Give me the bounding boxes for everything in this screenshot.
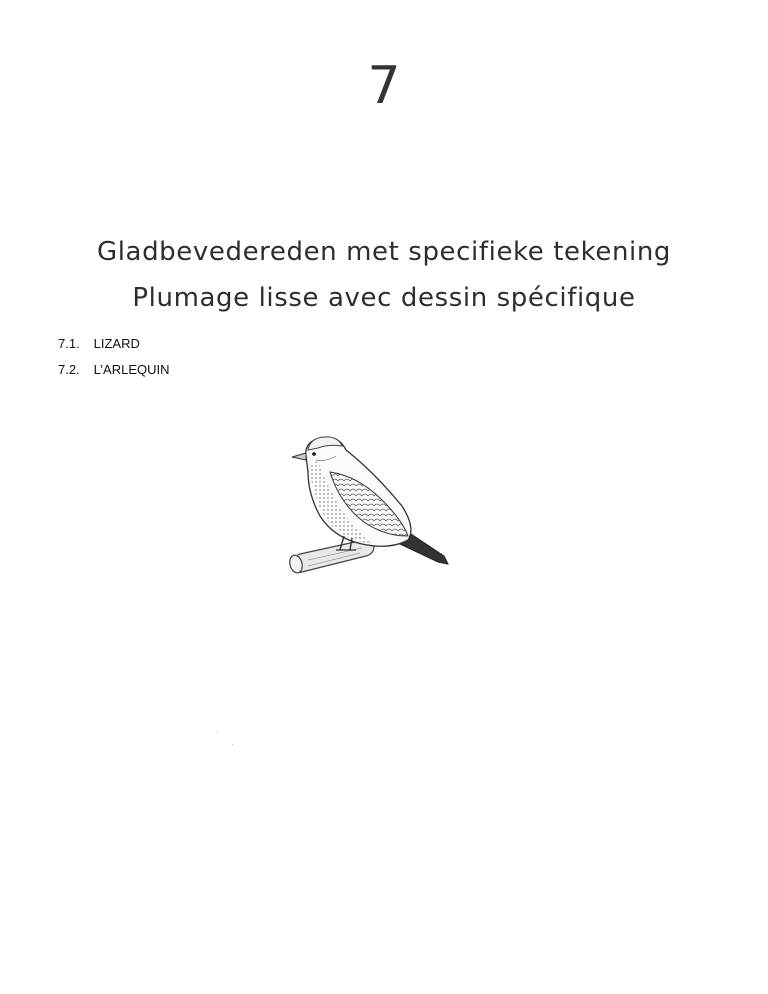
toc-item-label: L’ARLEQUIN	[93, 362, 170, 377]
scan-speck	[217, 731, 218, 732]
chapter-number: 7	[367, 56, 401, 116]
toc-item-number: 7.1.	[58, 336, 80, 351]
chapter-title	[0, 229, 768, 321]
scan-speck	[232, 744, 233, 745]
chapter-title-french: Plumage lisse avec dessin spécifique	[132, 283, 636, 313]
perch-branch	[288, 540, 374, 575]
table-of-contents	[58, 335, 170, 387]
toc-item[interactable]	[58, 335, 170, 361]
chapter-title-dutch: Gladbevedereden met specifieke tekening	[96, 237, 672, 267]
toc-item-number: 7.2.	[58, 362, 80, 377]
bird-on-perch-icon	[278, 432, 458, 580]
toc-item[interactable]	[58, 361, 170, 387]
toc-item-label: LIZARD	[93, 336, 140, 351]
